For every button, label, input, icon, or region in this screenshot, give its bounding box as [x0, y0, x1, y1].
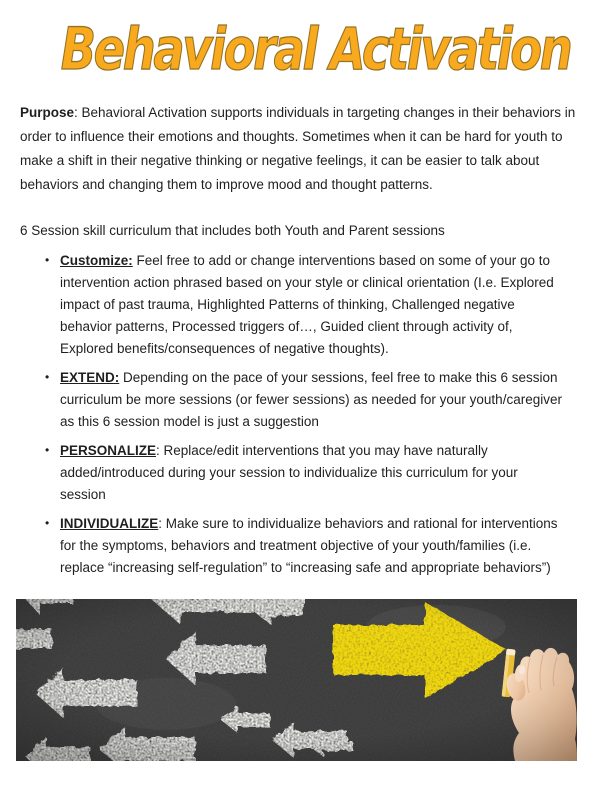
bullet-dot-icon: •: [45, 443, 50, 457]
bullet-text: : Replace/edit interventions that you may have naturally added/introduced during your session to individualize this curriculum for your session: [60, 443, 518, 502]
bullet-term: INDIVIDUALIZE: [60, 516, 159, 531]
bullet-term: EXTEND:: [60, 370, 120, 385]
purpose-label: Purpose: [20, 105, 75, 120]
purpose-paragraph: [20, 101, 577, 197]
purpose-text: : Behavioral Activation supports individuals in targeting changes in their behaviors in order to influence their emotions and thoughts. Sometimes when it can be hard for youth to make a shift in their negative thinking or negative feelings, it can be easier to talk about behaviors and changing them to improve mood and thought patterns.: [20, 105, 576, 192]
chalkboard-arrows-photo: [16, 599, 577, 761]
bullet-text: : Make sure to individualize behaviors and rational for interventions for the symptoms, behaviors and treatment objective of your youth/families (i.e. replace “increasing self-regulation” to “increasing safe and appropriate behaviors”): [60, 516, 558, 575]
curriculum-intro: 6 Session skill curriculum that includes both Youth and Parent sessions: [20, 223, 445, 238]
bullet-text: Depending on the pace of your sessions, feel free to make this 6 session curriculum be more sessions (or fewer sessions) as needed for your youth/caregiver as this 6 session model is just a suggestion: [60, 370, 562, 429]
bullet-dot-icon: •: [45, 516, 50, 530]
board-vignette: [16, 599, 577, 761]
bullet-text: Feel free to add or change interventions based on some of your go to intervention action phrased based on your style or clinical orientation (I.e. Explored impact of past trauma, Highlighted Patterns of thinking, Challenged negative behavior patterns, Processed triggers of…, Guided client through activity of, Explored benefits/consequences of negative thoughts).: [60, 253, 554, 356]
bullet-term: Customize:: [60, 253, 133, 268]
bullet-dot-icon: •: [45, 253, 50, 267]
bullet-dot-icon: •: [45, 370, 50, 384]
chalkboard-illustration: [16, 599, 577, 761]
bullet-item-customize: [0, 250, 567, 360]
bullet-item-personalize: [0, 440, 567, 506]
curriculum-bullet-list: [0, 250, 567, 579]
bullet-item-extend: [0, 367, 567, 433]
page-title: Behavioral Activation: [60, 15, 571, 83]
bullet-item-individualize: [0, 513, 567, 579]
bullet-term: PERSONALIZE: [60, 443, 157, 458]
